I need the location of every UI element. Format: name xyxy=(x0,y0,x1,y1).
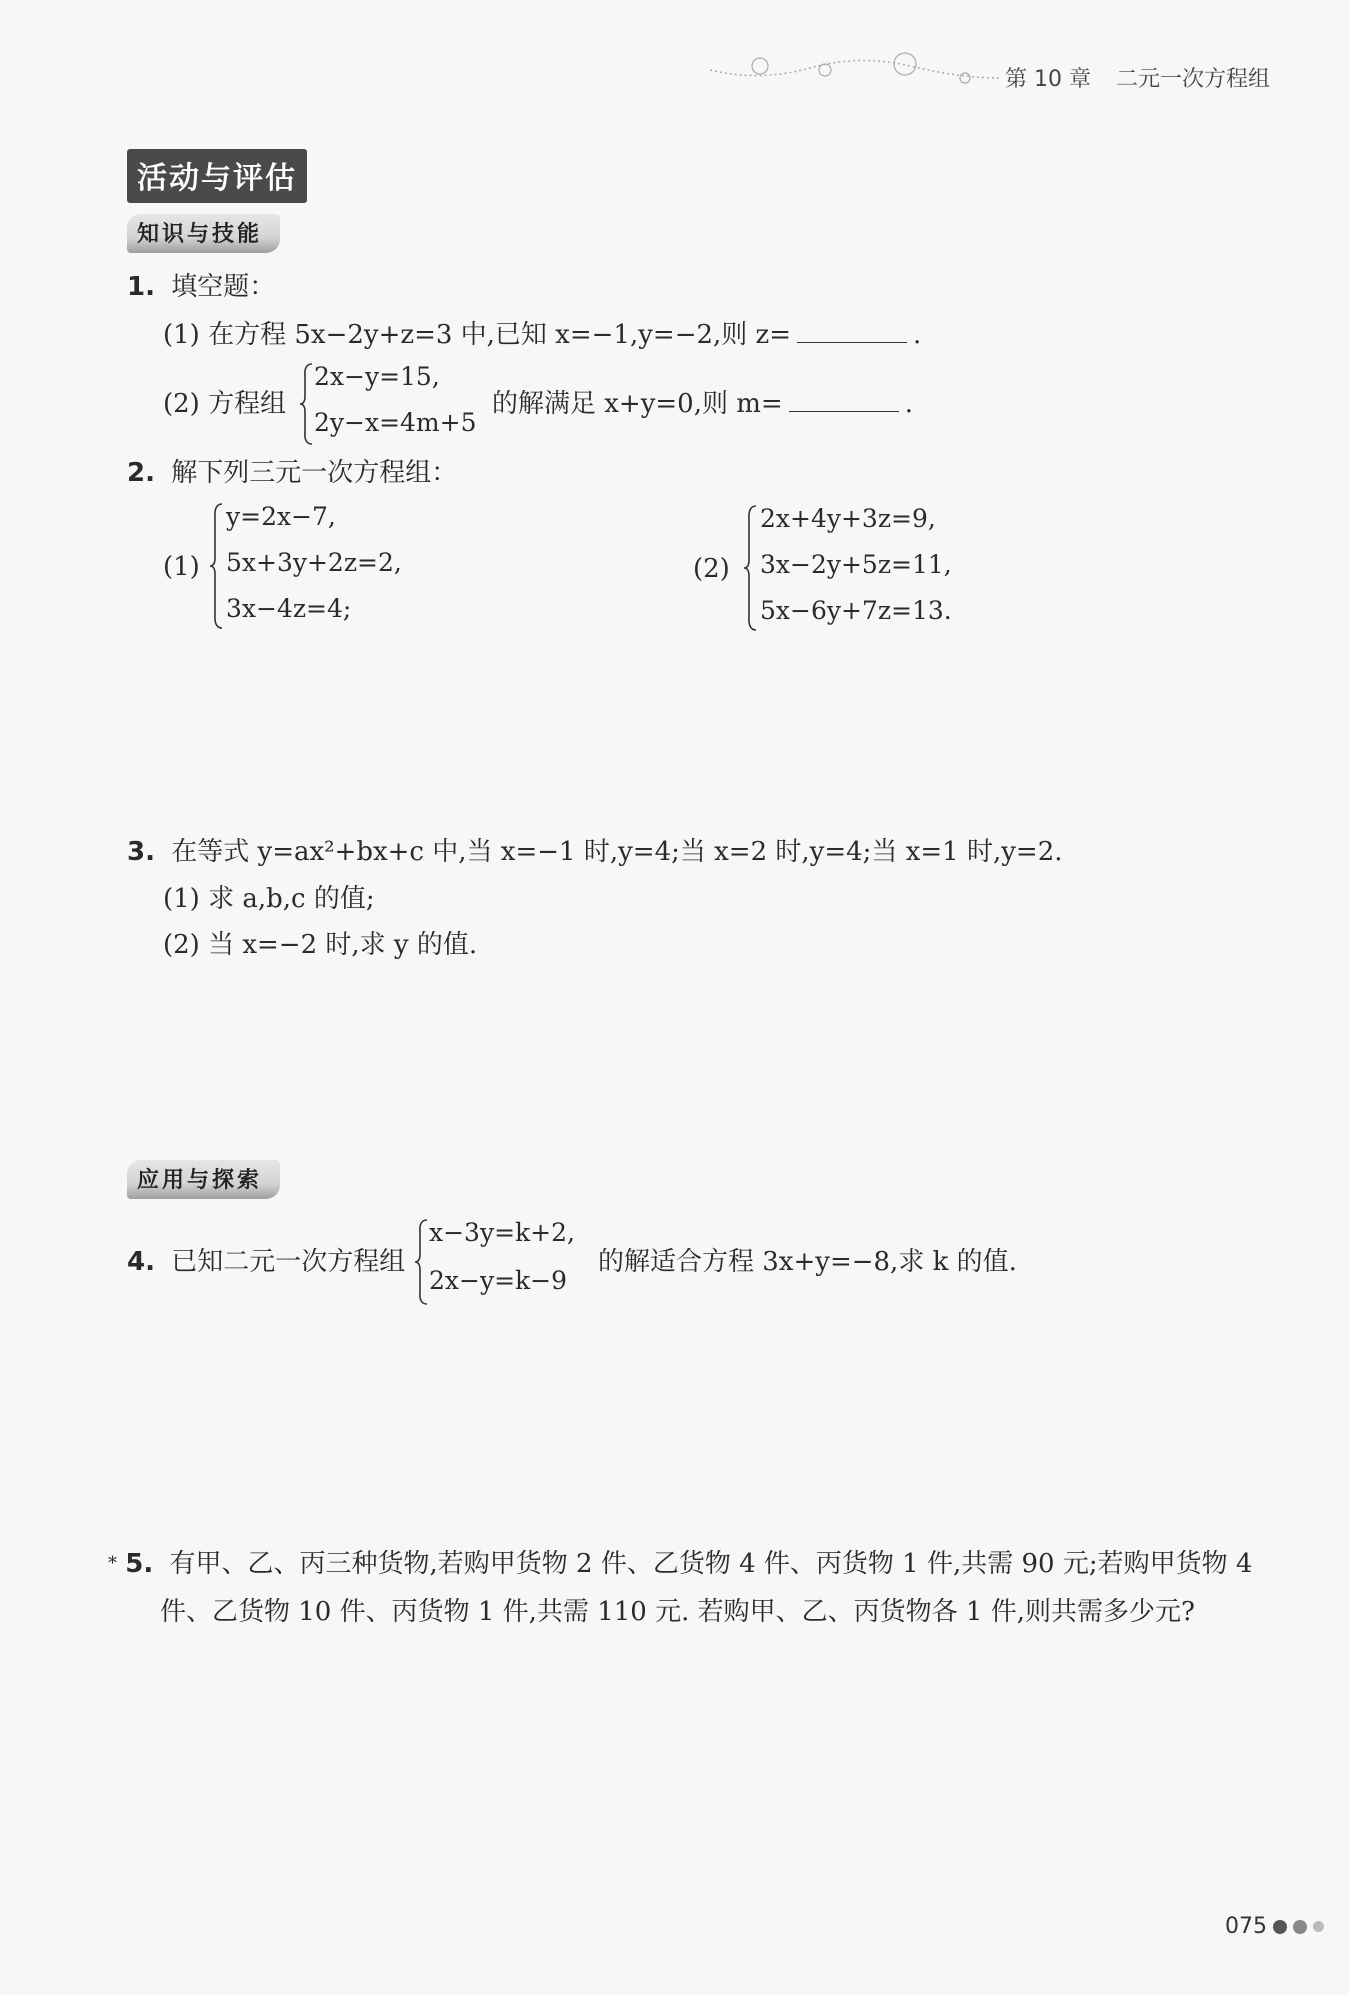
q4-number: 4. xyxy=(127,1247,155,1277)
q1-part1-end: . xyxy=(913,320,922,350)
q3-part1: (1) 求 a,b,c 的值; xyxy=(163,884,375,914)
dot-icon xyxy=(1273,1920,1287,1934)
q1-part1 xyxy=(163,318,921,352)
q1-eq1: 2x−y=15, xyxy=(314,362,440,391)
q2-s2-eq2: 3x−2y+5z=11, xyxy=(760,550,952,579)
q1-number: 1. xyxy=(127,272,155,302)
q4-eq2: 2x−y=k−9 xyxy=(429,1266,568,1295)
q1-part2-rest xyxy=(492,387,913,421)
header-text xyxy=(987,62,1270,93)
brace-icon xyxy=(300,362,314,446)
q1-system xyxy=(300,362,500,446)
q2-number: 2. xyxy=(127,458,155,488)
q5-line2: 件、乙货物 10 件、丙货物 1 件,共需 110 元. 若购甲、乙、丙货物各 1 件,则共需多少元? xyxy=(160,1597,1195,1627)
q1-part2-text: 的解满足 x+y=0,则 m= xyxy=(492,389,783,419)
q1-title-text: 填空题： xyxy=(171,272,276,302)
q3-part2: (2) 当 x=−2 时,求 y 的值. xyxy=(163,930,478,960)
q2-system1 xyxy=(210,502,470,630)
brace-icon xyxy=(744,504,758,632)
dot-icon xyxy=(1313,1921,1324,1932)
q2-s1-eq2: 5x+3y+2z=2, xyxy=(226,548,402,577)
page-header xyxy=(700,52,1300,92)
dot-icon xyxy=(1293,1920,1307,1934)
subsection-skills: 知识与技能 xyxy=(127,214,280,253)
subsection-application: 应用与探索 xyxy=(127,1160,280,1199)
q5-number: 5. xyxy=(125,1549,154,1579)
q2-title xyxy=(127,456,457,490)
chapter-label: 第 10 章 xyxy=(1005,67,1091,92)
answer-blank[interactable] xyxy=(789,389,899,412)
page-number: 075 xyxy=(1225,1914,1267,1939)
q1-part1-text: (1) 在方程 5x−2y+z=3 中,已知 x=−1,y=−2,则 z= xyxy=(163,320,792,350)
q2-system2 xyxy=(744,504,1004,632)
answer-blank[interactable] xyxy=(797,320,907,343)
section-title: 活动与评估 xyxy=(127,149,307,203)
q2-s2-eq1: 2x+4y+3z=9, xyxy=(760,504,936,533)
q2-s2-eq3: 5x−6y+7z=13. xyxy=(760,596,952,625)
q3-number: 3. xyxy=(127,837,155,867)
q2-part1-label: (1) xyxy=(163,552,200,582)
q1-title xyxy=(127,270,275,304)
decorative-dots-icon xyxy=(700,52,1020,92)
q2-s1-eq1: y=2x−7, xyxy=(226,502,336,531)
q4-lead xyxy=(127,1245,405,1279)
q3-body: 在等式 y=ax²+bx+c 中,当 x=−1 时,y=4;当 x=2 时,y=4;当 x=1 时,y=2. xyxy=(171,837,1063,867)
q1-part2-end: . xyxy=(904,389,913,419)
q2-s1-eq3: 3x−4z=4; xyxy=(226,594,352,623)
q4-system xyxy=(415,1218,605,1306)
q1-part2-label: (2) 方程组 xyxy=(163,389,287,419)
q2-part2-label: (2) xyxy=(693,554,730,584)
brace-icon xyxy=(210,502,224,630)
page-footer xyxy=(1225,1914,1324,1939)
q4-prefix: 已知二元一次方程组 xyxy=(171,1247,406,1277)
q5-line1 xyxy=(108,1547,1252,1581)
q4-suffix: 的解适合方程 3x+y=−8,求 k 的值. xyxy=(598,1247,1017,1277)
q1-eq2: 2y−x=4m+5 xyxy=(314,408,477,437)
brace-icon xyxy=(415,1218,429,1306)
q3-text xyxy=(127,835,1063,869)
q2-title-text: 解下列三元一次方程组： xyxy=(171,458,458,488)
q5-star: * xyxy=(108,1553,117,1574)
chapter-title: 二元一次方程组 xyxy=(1115,67,1270,92)
q5-text1: 有甲、乙、丙三种货物,若购甲货物 2 件、乙货物 4 件、丙货物 1 件,共需 90 元;若购甲货物 4 xyxy=(169,1549,1253,1579)
q4-eq1: x−3y=k+2, xyxy=(429,1218,575,1247)
